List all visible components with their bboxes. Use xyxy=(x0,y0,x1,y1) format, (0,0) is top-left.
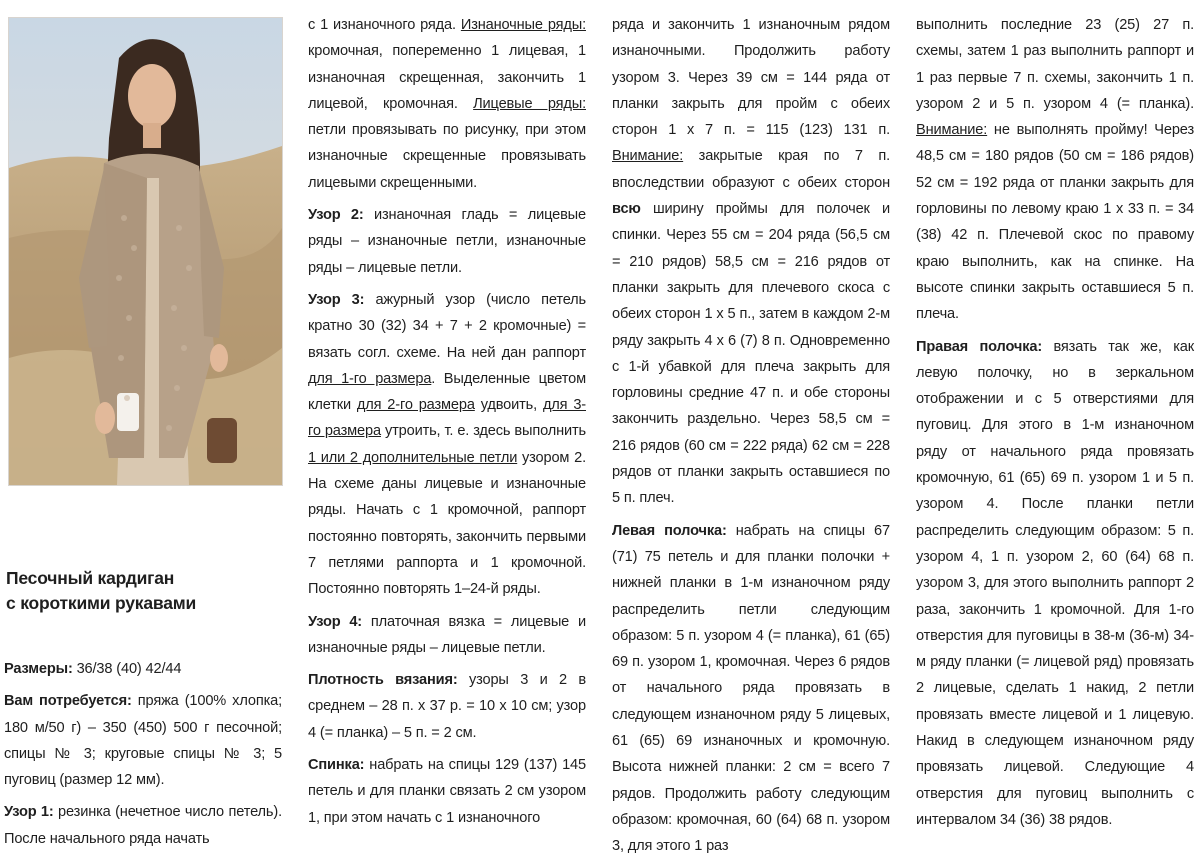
purl-rows-label: Изнаночные ряды: xyxy=(460,17,586,33)
pattern-4-label: Узор 4: xyxy=(308,613,362,630)
pattern-1-label: Узор 1: xyxy=(4,804,54,821)
right-front-label: Правая полочка: xyxy=(916,338,1043,355)
column-2-text xyxy=(308,12,586,837)
right-front-value: вязать так же, как левую полочку, но в зеркальном отображении и с 5 отверстиями для пуговиц. Для этого в 1-м изнаночном ряду от начального ряда провязать кромочную, 61 (65) 69 п. узором 1 и 5 п. узором 4. После планки петли распределить следующим образом: 5 п. узором 4, 1 п. узором 2, 60 (64) 68 п. узором 3, для этого выполнить раппорт 2 раза, закончить 1 кромочной. Для 1-го отверстия для пуговицы в 38-м (36-м) 34-м ряду планки (= лицевой ряд) провязать 2 лицевые, сделать 1 накид, 2 петли провязать вместе лицевой и 1 лицевую. Накид в следующем изнаночном ряду провязать лицевой. Следующие 4 отверстия для пуговиц выполнить с интервалом 34 (36) 38 рядов. xyxy=(916,338,1195,828)
cardigan-photo xyxy=(8,17,283,486)
size-2-ref: для 2-го размера xyxy=(356,397,475,414)
pattern-2-label: Узор 2: xyxy=(308,207,364,224)
pattern-1-rows-paragraph xyxy=(308,12,586,196)
pattern-3-text-d: утроить, т. е. здесь выполнить xyxy=(380,423,586,440)
density-paragraph xyxy=(308,667,586,746)
col4-text-a: выполнить последние 23 (25) 27 п. схемы, затем 1 раз выполнить раппорт и 1 раз первые 7 п. схемы, закончить 1 п. узором 2 и 5 п. узором 4 (= планка). xyxy=(916,17,1194,112)
pattern-3-text-b: . Выделенные цветом клетки xyxy=(308,370,586,414)
pattern-3-text-c: удвоить, xyxy=(474,397,543,414)
column-3-text xyxy=(612,12,890,866)
pattern-4-value: платочная вязка = лицевые и изнаночные ряды – лицевые петли. xyxy=(308,613,586,656)
extra-stitches-ref: 1 или 2 дополнительные петли xyxy=(308,449,518,466)
pattern-3-text-e: узором 2. На схеме даны лицевые и изнаночные ряды. Начать с 1 кромочной, раппорт постоянно повторять, закончить первыми 7 петлями раппорта и 1 кромочной. Постоянно повторять 1–24-й ряды. xyxy=(308,449,586,598)
column-1-text xyxy=(4,656,282,858)
pattern-4-paragraph xyxy=(308,609,586,662)
pattern-title xyxy=(6,566,286,616)
sizes-paragraph xyxy=(4,656,282,682)
col4-text-b: не выполнять пройму! Через 48,5 см = 180 рядов (50 см = 186 рядов) 52 см = 192 ряда от планки закрыть для горловины по левому краю 1 х 33 п. = 34 (38) 42 п. Плечевой скос по правому краю выполнить, как на спинке. На высоте спинки закрыть оставшиеся 5 п. плеча. xyxy=(916,122,1194,323)
right-front-paragraph xyxy=(916,334,1194,834)
pattern-1-value: резинка (нечетное число петель). После начального ряда начать xyxy=(4,804,282,847)
left-front-value: набрать на спицы 67 (71) 75 петель и для планки полочки + нижней планки в 1-м изнаночном ряду распределить петли следующим образом: 5 п. узором 4 (= планка), 61 (65) 69 п. узором 1, кромочная. Через 6 рядов от начального ряда провязать в следующем изнаночном ряду 5 лицевых, 61 (65) 69 изнаночных и кромочную. Высота нижней планки: 2 см = всего 7 рядов. Продолжить работу следующим образом: кромочная, 60 (64) 68 п. узором 3, для этого 1 раз xyxy=(612,522,890,855)
col3-text-b: закрытые края по 7 п. впоследствии образуют с обеих сторон xyxy=(612,148,890,191)
back-label: Спинка: xyxy=(308,757,365,774)
size-3-ref: для 3-го размера xyxy=(308,397,586,440)
title-line-2: с короткими рукавами xyxy=(6,593,197,613)
back-paragraph xyxy=(308,752,586,831)
density-label: Плотность вязания: xyxy=(308,672,458,689)
pattern-1-paragraph xyxy=(4,799,282,852)
back-value: набрать на спицы 129 (137) 145 петель и для планки связать 2 см узором 1, при этом начать с 1 изнаночного xyxy=(308,757,586,826)
sizes-label: Размеры: xyxy=(4,661,73,677)
pattern-3-text-a: ажурный узор (число петель кратно 30 (32) 34 + 7 + 2 кромочные) = вязать согл. схеме. На ней дан раппорт xyxy=(308,291,586,361)
col2-text-b: кромочная, попеременно 1 лицевая, 1 изнаночная скрещенная, закончить 1 лицевой, кромочная. xyxy=(308,43,586,112)
whole-emphasis: всю xyxy=(612,201,641,218)
col2-text-a: с 1 изнаночного ряда. xyxy=(308,17,461,33)
back-continued-paragraph xyxy=(612,12,890,512)
column-4-text xyxy=(916,12,1194,839)
left-front-continued-paragraph xyxy=(916,12,1194,328)
attention-label-1: Внимание: xyxy=(612,148,684,165)
size-1-ref: для 1-го размера xyxy=(308,370,432,387)
col3-text-a: ряда и закончить 1 изнаночным рядом изнаночными. Продолжить работу узором 3. Через 39 см = 144 ряда от планки закрыть для пройм с обеих сторон 1 х 7 п. = 115 (123) 131 п. xyxy=(612,17,890,139)
pattern-2-paragraph xyxy=(308,202,586,281)
attention-label-2: Внимание: xyxy=(916,122,988,139)
col2-text-c: петли провязывать по рисунку, при этом изнаночные скрещенные провязывать лицевыми скрещенными. xyxy=(308,122,586,191)
model-photo-illustration xyxy=(9,18,282,485)
pattern-3-label: Узор 3: xyxy=(308,291,365,308)
materials-label: Вам потребуется: xyxy=(4,693,132,710)
pattern-2-value: изнаночная гладь = лицевые ряды – изнаночные петли, изнаночные ряды – лицевые петли. xyxy=(308,207,586,276)
sizes-value: 36/38 (40) 42/44 xyxy=(72,661,182,677)
title-line-1: Песочный кардиган xyxy=(6,568,175,588)
knit-rows-label: Лицевые ряды: xyxy=(473,95,586,112)
left-front-label: Левая полочка: xyxy=(612,522,727,539)
pattern-3-paragraph xyxy=(308,287,586,603)
density-value: узоры 3 и 2 в среднем – 28 п. х 37 р. = 10 х 10 см; узор 4 (= планка) – 5 п. = 2 см. xyxy=(308,672,586,741)
col3-text-c: ширину проймы для полочек и спинки. Через 55 см = 204 ряда (56,5 см = 210 рядов) 58,5 см = 216 рядов от планки закрыть для плечевого скоса с обеих сторон 1 х 5 п., затем в каждом 2-м ряду закрыть 4 х 6 (7) 8 п. Одновременно с 1-й убавкой для плеча закрыть для горловины средние 47 п. и обе стороны закончить раздельно. Через 58,5 см = 216 рядов (60 см = 222 ряда) 62 см = 228 рядов от планки закрыть оставшиеся по 5 п. плеч. xyxy=(612,201,890,507)
materials-value: пряжа (100% хлопка; 180 м/50 г) – 350 (450) 500 г песочной; спицы № 3; круговые спицы № 3; 5 пуговиц (размер 12 мм). xyxy=(4,693,282,789)
materials-paragraph xyxy=(4,688,282,793)
left-front-paragraph xyxy=(612,518,890,860)
